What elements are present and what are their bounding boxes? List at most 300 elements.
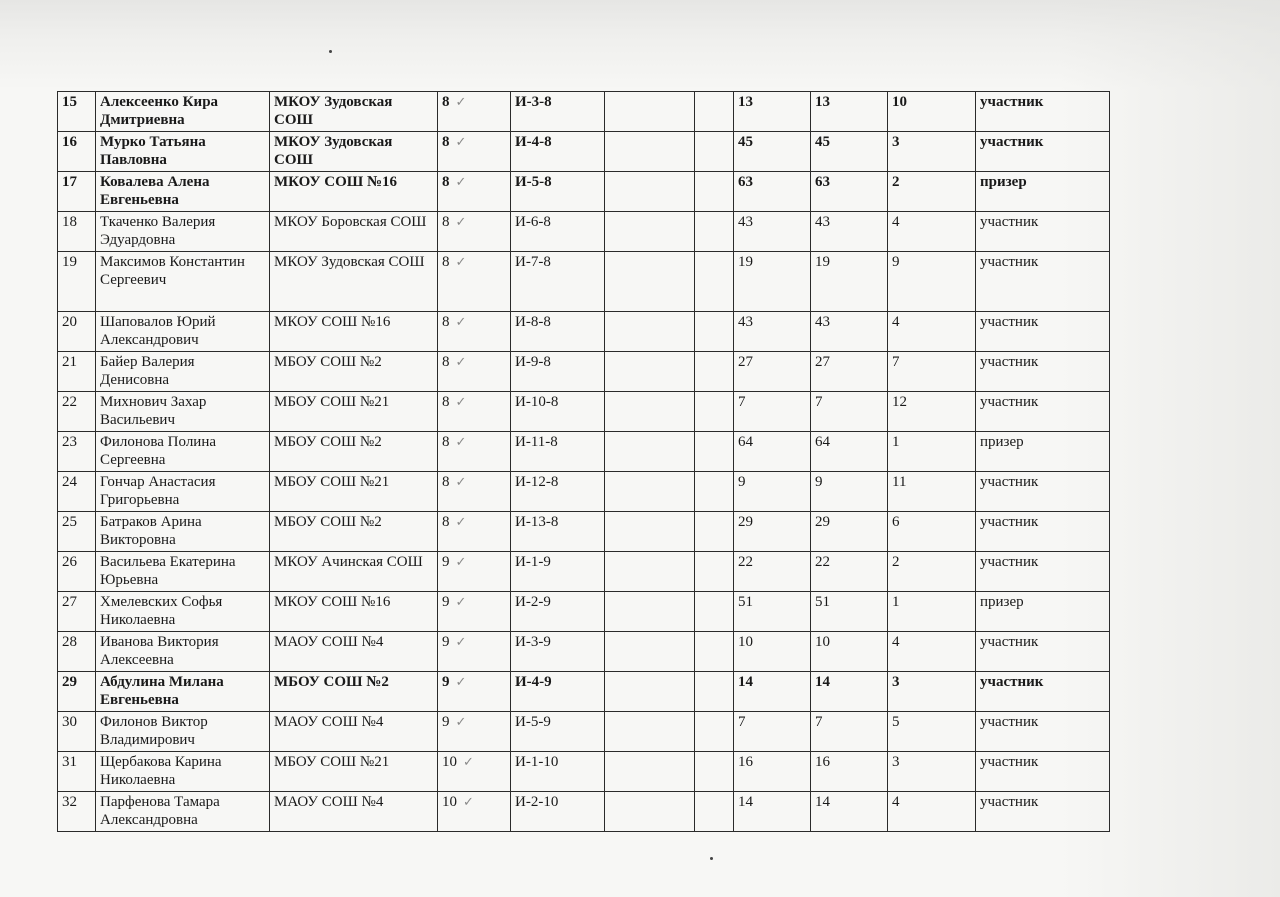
- score-cell: [734, 712, 811, 752]
- score-cell: [734, 312, 811, 352]
- school-cell: [270, 432, 438, 472]
- empty-cell: [695, 392, 734, 432]
- final-score-cell: [811, 252, 888, 312]
- participant-code-cell: [511, 672, 605, 712]
- participant-name-text: Гончар Анастасия Григорьевна: [100, 474, 216, 508]
- final-score-text: 51: [815, 594, 830, 610]
- row-number-cell: [58, 352, 96, 392]
- final-score-cell: [811, 352, 888, 392]
- grade-text: 8: [442, 94, 450, 110]
- participant-code-cell: [511, 632, 605, 672]
- grade-text: 8: [442, 434, 450, 450]
- score-text: 19: [738, 254, 753, 270]
- empty-cell: [695, 472, 734, 512]
- table-row: [58, 632, 1110, 672]
- school-text: МКОУ СОШ №16: [274, 174, 398, 190]
- status-text: участник: [980, 394, 1039, 410]
- participant-name-cell: [96, 432, 270, 472]
- row-number-cell: [58, 212, 96, 252]
- checkmark-icon: ✓: [455, 214, 467, 229]
- table-row: [58, 592, 1110, 632]
- status-text: участник: [980, 254, 1039, 270]
- score-text: 14: [738, 674, 753, 690]
- status-text: участник: [980, 314, 1039, 330]
- participant-name-cell: [96, 752, 270, 792]
- rank-cell: [888, 512, 976, 552]
- status-text: участник: [980, 674, 1044, 690]
- rank-text: 5: [892, 714, 900, 730]
- checkmark-icon: ✓: [455, 354, 467, 369]
- grade-cell: [438, 632, 511, 672]
- empty-cell: [605, 252, 695, 312]
- status-text: призер: [980, 174, 1027, 190]
- status-cell: [976, 632, 1110, 672]
- school-cell: [270, 672, 438, 712]
- participant-code-text: И-8-8: [515, 314, 551, 330]
- school-text: МКОУ Ачинская СОШ: [274, 554, 423, 570]
- rank-text: 1: [892, 594, 900, 610]
- status-text: призер: [980, 594, 1024, 610]
- score-text: 27: [738, 354, 753, 370]
- status-text: участник: [980, 714, 1039, 730]
- empty-cell: [605, 512, 695, 552]
- final-score-cell: [811, 312, 888, 352]
- participant-name-cell: [96, 312, 270, 352]
- rank-text: 4: [892, 214, 900, 230]
- final-score-cell: [811, 172, 888, 212]
- row-number-text: 18: [62, 214, 77, 230]
- scan-speck: [710, 857, 713, 860]
- status-cell: [976, 312, 1110, 352]
- final-score-cell: [811, 592, 888, 632]
- final-score-text: 64: [815, 434, 830, 450]
- status-cell: [976, 132, 1110, 172]
- participant-code-cell: [511, 312, 605, 352]
- participant-name-text: Мурко Татьяна Павловна: [100, 134, 206, 168]
- score-cell: [734, 672, 811, 712]
- school-cell: [270, 472, 438, 512]
- table-row: [58, 512, 1110, 552]
- checkmark-icon: ✓: [455, 594, 467, 609]
- participant-code-text: И-13-8: [515, 514, 559, 530]
- final-score-cell: [811, 792, 888, 832]
- table-row: [58, 92, 1110, 132]
- participant-name-cell: [96, 712, 270, 752]
- grade-text: 8: [442, 134, 450, 150]
- participant-code-cell: [511, 752, 605, 792]
- participant-name-text: Ткаченко Валерия Эдуардовна: [100, 214, 216, 248]
- empty-cell: [605, 592, 695, 632]
- row-number-cell: [58, 592, 96, 632]
- row-number-cell: [58, 512, 96, 552]
- results-table: [57, 91, 1110, 832]
- score-text: 43: [738, 314, 753, 330]
- score-text: 51: [738, 594, 753, 610]
- table-row: [58, 552, 1110, 592]
- participant-name-cell: [96, 252, 270, 312]
- participant-name-text: Васильева Екатерина Юрьевна: [100, 554, 236, 588]
- final-score-text: 7: [815, 394, 823, 410]
- rank-cell: [888, 792, 976, 832]
- school-cell: [270, 212, 438, 252]
- final-score-text: 14: [815, 674, 830, 690]
- empty-cell: [605, 92, 695, 132]
- score-cell: [734, 252, 811, 312]
- rank-text: 10: [892, 94, 907, 110]
- rank-text: 2: [892, 554, 900, 570]
- score-text: 45: [738, 134, 753, 150]
- grade-cell: [438, 92, 511, 132]
- rank-text: 3: [892, 754, 900, 770]
- checkmark-icon: ✓: [455, 314, 467, 329]
- final-score-cell: [811, 512, 888, 552]
- table-row: [58, 212, 1110, 252]
- table-row: [58, 792, 1110, 832]
- final-score-text: 16: [815, 754, 830, 770]
- participant-name-text: Максимов Константин Сергеевич: [100, 254, 245, 288]
- status-cell: [976, 92, 1110, 132]
- status-cell: [976, 352, 1110, 392]
- participant-code-text: И-12-8: [515, 474, 559, 490]
- status-cell: [976, 252, 1110, 312]
- checkmark-icon: ✓: [455, 394, 467, 409]
- school-text: МКОУ СОШ №16: [274, 314, 391, 330]
- score-cell: [734, 472, 811, 512]
- participant-code-cell: [511, 592, 605, 632]
- empty-cell: [695, 432, 734, 472]
- rank-cell: [888, 172, 976, 212]
- rank-text: 2: [892, 174, 900, 190]
- participant-name-cell: [96, 792, 270, 832]
- participant-name-cell: [96, 552, 270, 592]
- status-text: участник: [980, 94, 1044, 110]
- grade-cell: [438, 712, 511, 752]
- score-text: 13: [738, 94, 753, 110]
- final-score-text: 63: [815, 174, 830, 190]
- status-text: участник: [980, 794, 1039, 810]
- final-score-cell: [811, 552, 888, 592]
- grade-cell: [438, 792, 511, 832]
- participant-code-text: И-5-8: [515, 174, 552, 190]
- participant-name-text: Байер Валерия Денисовна: [100, 354, 195, 388]
- grade-cell: [438, 592, 511, 632]
- status-text: участник: [980, 214, 1039, 230]
- empty-cell: [695, 352, 734, 392]
- row-number-text: 30: [62, 714, 77, 730]
- participant-code-cell: [511, 92, 605, 132]
- status-text: участник: [980, 554, 1039, 570]
- final-score-text: 9: [815, 474, 823, 490]
- checkmark-icon: ✓: [455, 554, 467, 569]
- empty-cell: [605, 472, 695, 512]
- table-row: [58, 672, 1110, 712]
- table-row: [58, 132, 1110, 172]
- final-score-text: 29: [815, 514, 830, 530]
- grade-cell: [438, 432, 511, 472]
- participant-code-cell: [511, 472, 605, 512]
- row-number-cell: [58, 172, 96, 212]
- participant-name-cell: [96, 392, 270, 432]
- rank-cell: [888, 712, 976, 752]
- grade-cell: [438, 552, 511, 592]
- row-number-cell: [58, 792, 96, 832]
- final-score-text: 19: [815, 254, 830, 270]
- results-table-body: [58, 92, 1110, 832]
- empty-cell: [695, 312, 734, 352]
- grade-text: 8: [442, 314, 450, 330]
- score-cell: [734, 552, 811, 592]
- final-score-text: 43: [815, 214, 830, 230]
- rank-cell: [888, 352, 976, 392]
- grade-cell: [438, 752, 511, 792]
- participant-code-cell: [511, 512, 605, 552]
- status-text: участник: [980, 754, 1039, 770]
- empty-cell: [695, 252, 734, 312]
- status-text: участник: [980, 354, 1039, 370]
- final-score-text: 14: [815, 794, 830, 810]
- table-row: [58, 472, 1110, 512]
- final-score-cell: [811, 432, 888, 472]
- empty-cell: [695, 592, 734, 632]
- score-cell: [734, 212, 811, 252]
- grade-cell: [438, 212, 511, 252]
- score-text: 7: [738, 714, 746, 730]
- table-row: [58, 312, 1110, 352]
- participant-code-cell: [511, 212, 605, 252]
- score-text: 43: [738, 214, 753, 230]
- empty-cell: [695, 92, 734, 132]
- table-row: [58, 252, 1110, 312]
- status-text: призер: [980, 434, 1024, 450]
- school-cell: [270, 132, 438, 172]
- rank-cell: [888, 432, 976, 472]
- grade-text: 8: [442, 474, 450, 490]
- grade-cell: [438, 312, 511, 352]
- table-row: [58, 352, 1110, 392]
- rank-text: 4: [892, 314, 900, 330]
- participant-name-text: Щербакова Карина Николаевна: [100, 754, 222, 788]
- checkmark-icon: ✓: [455, 434, 467, 449]
- participant-code-text: И-5-9: [515, 714, 551, 730]
- school-cell: [270, 92, 438, 132]
- school-cell: [270, 552, 438, 592]
- empty-cell: [605, 432, 695, 472]
- school-cell: [270, 392, 438, 432]
- school-cell: [270, 592, 438, 632]
- score-cell: [734, 172, 811, 212]
- table-row: [58, 432, 1110, 472]
- grade-text: 9: [442, 674, 450, 690]
- status-cell: [976, 592, 1110, 632]
- rank-cell: [888, 392, 976, 432]
- score-cell: [734, 792, 811, 832]
- score-text: 16: [738, 754, 753, 770]
- empty-cell: [695, 712, 734, 752]
- grade-cell: [438, 352, 511, 392]
- row-number-text: 17: [62, 174, 77, 190]
- empty-cell: [695, 132, 734, 172]
- rank-cell: [888, 92, 976, 132]
- rank-text: 12: [892, 394, 907, 410]
- row-number-cell: [58, 672, 96, 712]
- grade-text: 10: [442, 754, 457, 770]
- school-text: МКОУ Боровская СОШ: [274, 214, 427, 230]
- checkmark-icon: ✓: [455, 254, 467, 269]
- grade-text: 8: [442, 514, 450, 530]
- score-text: 9: [738, 474, 746, 490]
- score-cell: [734, 132, 811, 172]
- participant-name-cell: [96, 352, 270, 392]
- score-cell: [734, 352, 811, 392]
- score-cell: [734, 752, 811, 792]
- rank-cell: [888, 472, 976, 512]
- final-score-text: 27: [815, 354, 830, 370]
- grade-cell: [438, 472, 511, 512]
- status-cell: [976, 472, 1110, 512]
- row-number-text: 15: [62, 94, 77, 110]
- final-score-text: 22: [815, 554, 830, 570]
- score-cell: [734, 92, 811, 132]
- scan-speck: [329, 50, 332, 53]
- empty-cell: [695, 752, 734, 792]
- participant-name-text: Шаповалов Юрий Александрович: [100, 314, 216, 348]
- participant-code-text: И-1-10: [515, 754, 559, 770]
- score-cell: [734, 512, 811, 552]
- participant-name-text: Абдулина Милана Евгеньевна: [100, 674, 224, 708]
- final-score-text: 45: [815, 134, 830, 150]
- school-text: МАОУ СОШ №4: [274, 714, 384, 730]
- participant-code-cell: [511, 132, 605, 172]
- status-cell: [976, 712, 1110, 752]
- row-number-text: 27: [62, 594, 77, 610]
- checkmark-icon: ✓: [455, 94, 467, 109]
- rank-text: 7: [892, 354, 900, 370]
- empty-cell: [695, 792, 734, 832]
- participant-code-cell: [511, 432, 605, 472]
- rank-cell: [888, 672, 976, 712]
- row-number-text: 22: [62, 394, 77, 410]
- row-number-cell: [58, 632, 96, 672]
- participant-code-text: И-4-8: [515, 134, 552, 150]
- empty-cell: [605, 792, 695, 832]
- rank-text: 1: [892, 434, 900, 450]
- grade-text: 8: [442, 254, 450, 270]
- rank-text: 11: [892, 474, 907, 490]
- empty-cell: [605, 552, 695, 592]
- table-row: [58, 752, 1110, 792]
- empty-cell: [695, 172, 734, 212]
- status-text: участник: [980, 474, 1039, 490]
- row-number-text: 19: [62, 254, 77, 270]
- rank-cell: [888, 132, 976, 172]
- participant-code-text: И-10-8: [515, 394, 559, 410]
- participant-code-cell: [511, 552, 605, 592]
- final-score-cell: [811, 632, 888, 672]
- score-text: 22: [738, 554, 753, 570]
- score-cell: [734, 592, 811, 632]
- participant-name-cell: [96, 672, 270, 712]
- rank-cell: [888, 752, 976, 792]
- table-row: [58, 172, 1110, 212]
- participant-code-text: И-2-9: [515, 594, 551, 610]
- empty-cell: [605, 672, 695, 712]
- participant-code-cell: [511, 252, 605, 312]
- row-number-text: 25: [62, 514, 77, 530]
- school-text: МКОУ Зудовская СОШ: [274, 254, 425, 270]
- participant-name-cell: [96, 512, 270, 552]
- school-cell: [270, 632, 438, 672]
- school-cell: [270, 712, 438, 752]
- participant-code-text: И-4-9: [515, 674, 552, 690]
- participant-name-text: Филонова Полина Сергеевна: [100, 434, 217, 468]
- school-text: МБОУ СОШ №2: [274, 514, 382, 530]
- checkmark-icon: ✓: [455, 174, 467, 189]
- final-score-cell: [811, 392, 888, 432]
- grade-text: 9: [442, 714, 450, 730]
- status-text: участник: [980, 634, 1039, 650]
- final-score-text: 43: [815, 314, 830, 330]
- score-text: 63: [738, 174, 753, 190]
- empty-cell: [695, 632, 734, 672]
- grade-text: 10: [442, 794, 457, 810]
- row-number-cell: [58, 472, 96, 512]
- score-cell: [734, 392, 811, 432]
- checkmark-icon: ✓: [455, 674, 467, 689]
- status-cell: [976, 672, 1110, 712]
- participant-code-text: И-9-8: [515, 354, 551, 370]
- rank-text: 3: [892, 674, 900, 690]
- row-number-text: 28: [62, 634, 77, 650]
- score-text: 10: [738, 634, 753, 650]
- participant-code-text: И-6-8: [515, 214, 551, 230]
- row-number-cell: [58, 132, 96, 172]
- school-text: МКОУ СОШ №16: [274, 594, 391, 610]
- participant-code-text: И-11-8: [515, 434, 558, 450]
- table-row: [58, 392, 1110, 432]
- participant-name-cell: [96, 92, 270, 132]
- row-number-text: 20: [62, 314, 77, 330]
- row-number-text: 24: [62, 474, 77, 490]
- participant-name-text: Михнович Захар Васильевич: [100, 394, 207, 428]
- school-text: МАОУ СОШ №4: [274, 794, 384, 810]
- row-number-text: 23: [62, 434, 77, 450]
- grade-cell: [438, 132, 511, 172]
- final-score-cell: [811, 712, 888, 752]
- row-number-cell: [58, 712, 96, 752]
- grade-cell: [438, 392, 511, 432]
- school-text: МБОУ СОШ №21: [274, 754, 390, 770]
- rank-text: 3: [892, 134, 900, 150]
- rank-cell: [888, 632, 976, 672]
- status-cell: [976, 392, 1110, 432]
- checkmark-icon: ✓: [455, 134, 467, 149]
- participant-name-cell: [96, 132, 270, 172]
- checkmark-icon: ✓: [455, 474, 467, 489]
- participant-code-text: И-7-8: [515, 254, 551, 270]
- row-number-text: 32: [62, 794, 77, 810]
- status-cell: [976, 792, 1110, 832]
- empty-cell: [605, 212, 695, 252]
- empty-cell: [695, 512, 734, 552]
- row-number-cell: [58, 552, 96, 592]
- status-cell: [976, 172, 1110, 212]
- participant-name-cell: [96, 472, 270, 512]
- school-text: МБОУ СОШ №21: [274, 474, 390, 490]
- grade-cell: [438, 672, 511, 712]
- grade-text: 9: [442, 594, 450, 610]
- row-number-text: 16: [62, 134, 77, 150]
- school-text: МБОУ СОШ №21: [274, 394, 390, 410]
